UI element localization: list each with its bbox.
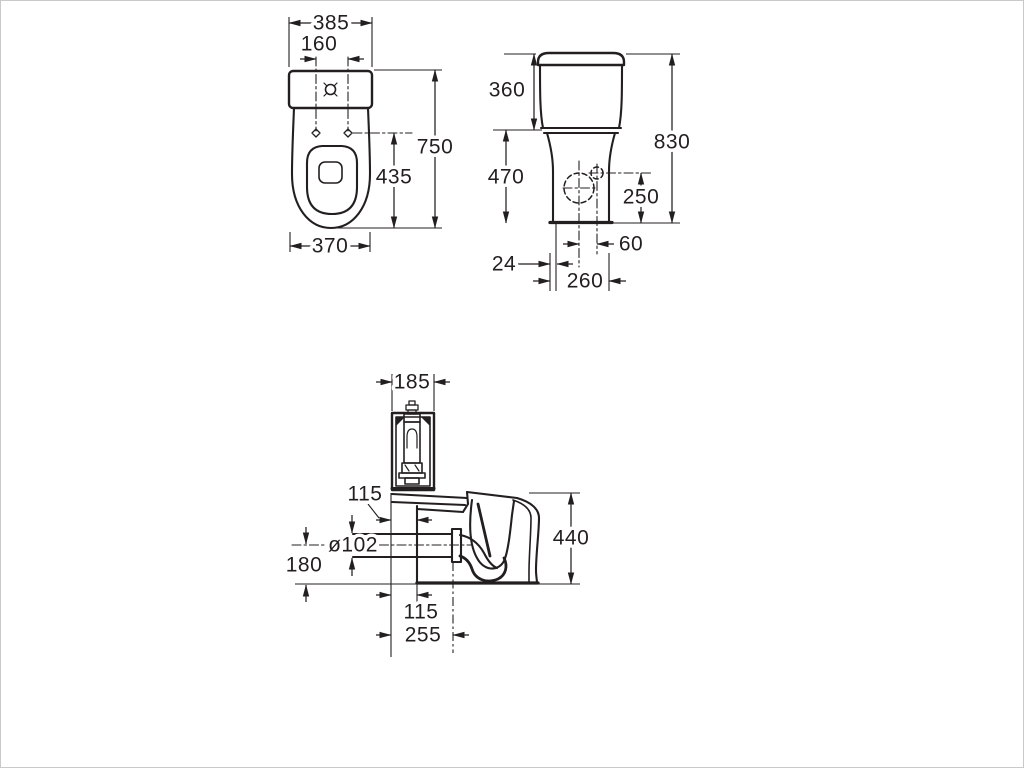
flush-outlet-spot (319, 162, 342, 183)
seat-fixing-holes (312, 129, 352, 137)
dim-text-cistern-depth: 185 (393, 370, 431, 394)
trap-channel-top (460, 535, 497, 568)
pedestal-outline (547, 133, 615, 221)
bowl-interior (470, 500, 514, 569)
valve-arch-detail (407, 429, 417, 448)
cistern-body-outline (540, 65, 622, 133)
dim-text-outlet-diameter: ø102 (328, 533, 378, 557)
dim-text-outlet-axis-height: 180 (285, 553, 323, 577)
dim-text-overall-height: 830 (653, 130, 691, 154)
valve-cap (406, 405, 418, 410)
trap-bend-bottom (460, 556, 506, 581)
technical-drawing (1, 1, 1023, 767)
dim-text-outlet-height: 250 (622, 185, 660, 209)
dim-text-outlet-axis-depth: 255 (404, 623, 442, 647)
bowl-front-inner (513, 500, 531, 582)
side-section-view (286, 371, 590, 658)
dim-text-fixing-offset: 24 (491, 252, 517, 276)
dim-text-cistern-underside: 470 (487, 165, 525, 189)
dim-text-bowl-width: 370 (311, 234, 349, 258)
cistern-lid-outline (289, 71, 372, 108)
valve-foot (405, 478, 419, 484)
plan-view (289, 12, 453, 258)
valve-head (404, 414, 420, 422)
valve-base-hatch (405, 465, 419, 471)
dim-text-hinge-spacing: 160 (300, 32, 338, 56)
dim-text-bowl-height: 440 (552, 526, 590, 550)
dim-text-base-back-depth: 115 (403, 600, 439, 624)
dim-text-back-clearance: 115 (347, 482, 383, 506)
seat-opening-outline (307, 146, 357, 214)
dim-text-inlet-offset: 60 (618, 232, 644, 256)
bowl-outline (292, 108, 370, 228)
rear-view (488, 53, 691, 293)
dim-text-cistern-width: 385 (312, 11, 350, 35)
cistern-lid-outline (538, 53, 624, 65)
flush-channel-shelf (392, 492, 468, 512)
dim-text-seat-depth: 435 (375, 165, 413, 189)
dim-text-base-width: 260 (566, 269, 604, 293)
dim-text-cistern-height: 360 (488, 78, 526, 102)
side-dimensions (286, 371, 590, 658)
dim-text-overall-depth: 750 (416, 135, 454, 159)
